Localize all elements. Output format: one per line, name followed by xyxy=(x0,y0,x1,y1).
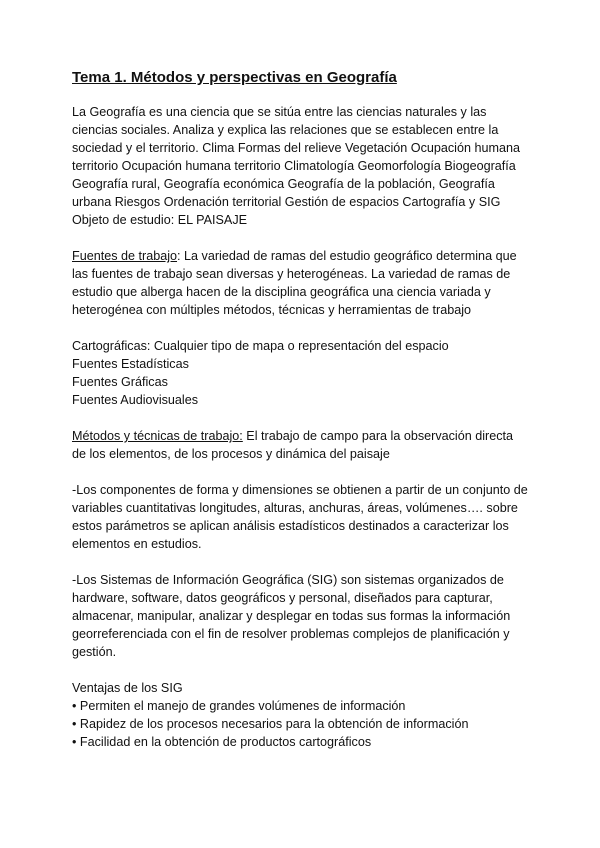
metodos-text: El trabajo de campo para la observación directa de los elementos, de los procesos y dinámica del paisaje xyxy=(72,429,514,461)
metodos-heading: Métodos y técnicas de trabajo: xyxy=(72,429,243,443)
componentes-paragraph: -Los componentes de forma y dimensiones se obtienen a partir de un conjunto de variables cuantitativas longitudes, alturas, anchuras, áreas, volúmenes…. sobre estos parámetros se aplican análisis estadísticos destinados a caracterizar los elementos en estudios. xyxy=(72,483,528,551)
sig-paragraph: -Los Sistemas de Información Geográfica (SIG) son sistemas organizados de hardware, software, datos geográficos y personal, diseñados para capturar, almacenar, manipular, analizar y desplegar en todas sus formas la información georreferenciada con el fin de resolver problemas complejos de planificación y gestión. xyxy=(72,573,511,659)
ventajas-heading: Ventajas de los SIG xyxy=(72,681,183,695)
fuentes-paragraph xyxy=(72,247,528,319)
fuentes-list xyxy=(72,337,528,409)
ventajas-list xyxy=(72,697,528,751)
ventajas-item: • Rapidez de los procesos necesarios para la obtención de información xyxy=(72,715,528,733)
ventajas-item: • Permiten el manejo de grandes volúmenes de información xyxy=(72,697,528,715)
ventajas-item: • Facilidad en la obtención de productos cartográficos xyxy=(72,733,528,751)
fuentes-text: La variedad de ramas del estudio geográfico determina que las fuentes de trabajo sean diversas y heterogéneas. La variedad de ramas de estudio que alberga hacen de la disciplina geográfica una ciencia variada y heterogénea con múltiples métodos, técnicas y herramientas de trabajo xyxy=(72,249,517,317)
fuentes-list-item: Cartográficas: Cualquier tipo de mapa o representación del espacio xyxy=(72,339,449,353)
metodos-paragraph xyxy=(72,427,528,463)
fuentes-list-item: Fuentes Audiovisuales xyxy=(72,393,199,407)
fuentes-heading: Fuentes de trabajo xyxy=(72,249,178,263)
document-title: Tema 1. Métodos y perspectivas en Geografía xyxy=(72,69,397,86)
intro-paragraph: La Geografía es una ciencia que se sitúa entre las ciencias naturales y las ciencias sociales. Analiza y explica las relaciones que se establecen entre la sociedad y el territorio. Clima Formas del relieve Vegetación Ocupación humana territorio Ocupación humana territorio Climatología Geomorfología Biogeografía Geografía rural, Geografía económica Geografía de la población, Geografía urbana Riesgos Ordenación territorial Gestión de espacios Cartografía y SIG Objeto de estudio: EL PAISAJE xyxy=(72,105,521,227)
document-page xyxy=(72,68,528,751)
ventajas-section xyxy=(72,679,528,751)
fuentes-list-item: Fuentes Gráficas xyxy=(72,375,168,389)
fuentes-separator: : xyxy=(177,249,181,263)
fuentes-list-item: Fuentes Estadísticas xyxy=(72,357,189,371)
